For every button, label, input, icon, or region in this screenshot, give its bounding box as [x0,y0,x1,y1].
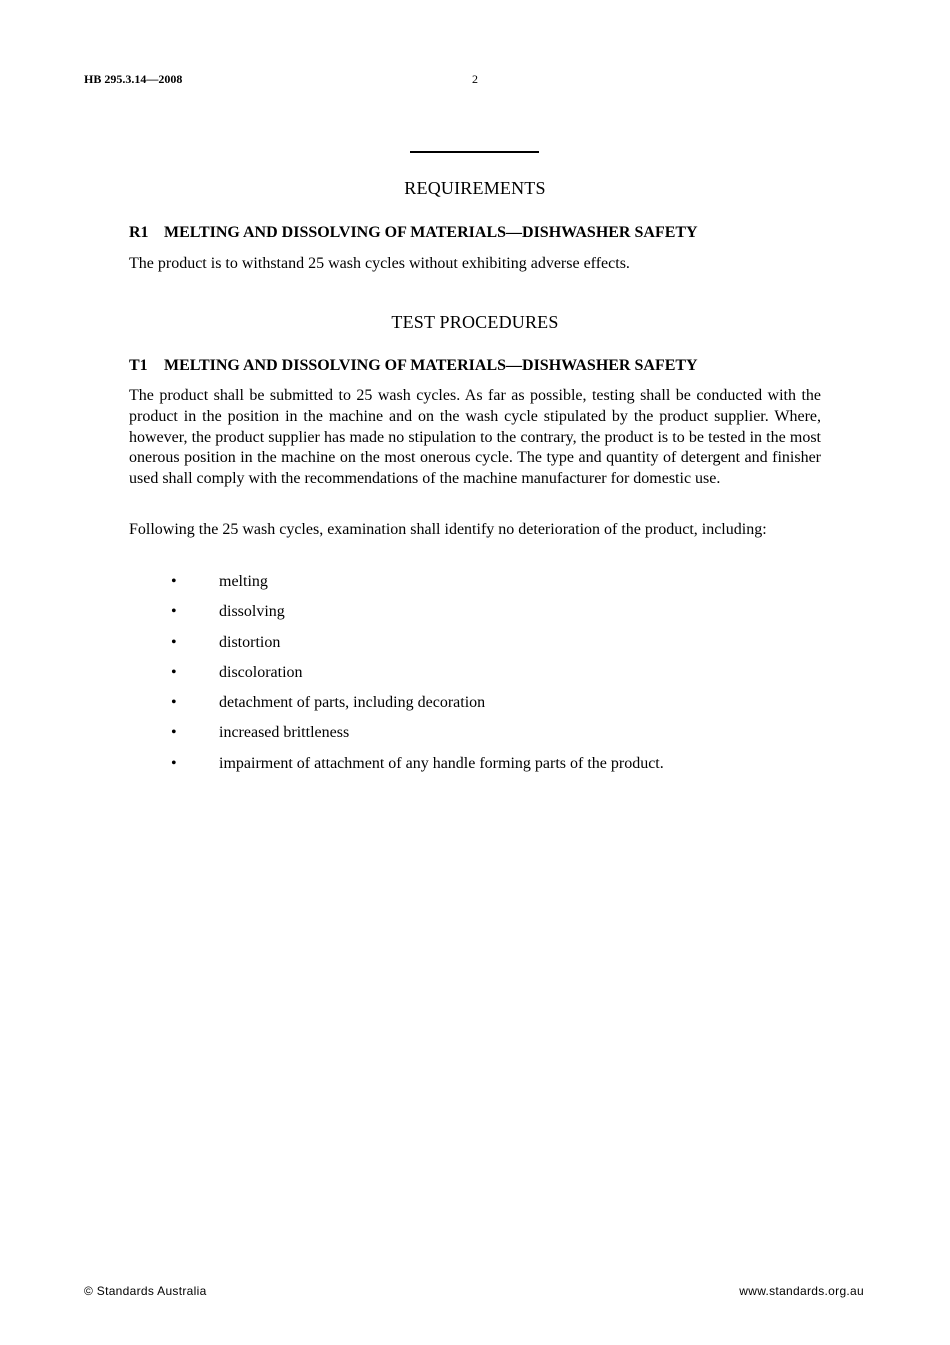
list-item [129,722,821,752]
clause-t1-paragraph-1: The product shall be submitted to 25 wash cycles. As far as possible, testing shall be conducted with the product in the position in the machine and on the wash cycle stipulated by the product supplier. Where, however, the product supplier has made no stipulation to the contrary, the product is to be tested in the most onerous position in the machine on the most onerous cycle. The type and quantity of detergent and finisher used shall comply with the recommendations of the machine manufacturer for domestic use. [129,387,821,488]
list-item-text: detachment of parts, including decoration [219,694,486,712]
clause-t1-title: MELTING AND DISSOLVING OF MATERIALS—DISHWASHER SAFETY [164,357,698,374]
requirements-title: REQUIREMENTS [404,178,546,198]
bullet-icon: • [171,603,177,621]
list-item-text: distortion [219,633,281,651]
test-procedures-title: TEST PROCEDURES [391,312,559,332]
bullet-icon: • [171,633,177,651]
clause-t1-number: T1 [129,357,148,374]
clause-r1-text: The product is to withstand 25 wash cycles without exhibiting adverse effects. [129,255,630,272]
list-item [129,571,821,601]
deterioration-list [129,571,821,783]
clause-r1-number: R1 [129,224,149,241]
bullet-icon: • [171,754,177,772]
footer-copyright: © Standards Australia [84,1284,207,1298]
bullet-icon: • [171,663,177,681]
list-item [129,692,821,722]
list-item [129,632,821,662]
list-item [129,601,821,631]
footer-website: www.standards.org.au [739,1284,864,1298]
clause-r1-title: MELTING AND DISSOLVING OF MATERIALS—DISHWASHER SAFETY [164,224,698,241]
list-item-text: increased brittleness [219,724,350,742]
clause-t1-paragraph-2: Following the 25 wash cycles, examination shall identify no deterioration of the product, including: [129,521,767,538]
list-item-text: melting [219,573,268,590]
list-item [129,662,821,692]
list-item [129,753,821,783]
bullet-icon: • [171,724,177,742]
clause-r1-heading [129,224,698,242]
section-divider [410,151,539,153]
clause-t1-heading [129,357,698,375]
list-item-text: impairment of attachment of any handle forming parts of the product. [219,754,664,772]
bullet-icon: • [171,573,177,590]
page-number: 2 [472,72,478,86]
bullet-icon: • [171,694,177,712]
document-code: HB 295.3.14—2008 [84,72,183,86]
list-item-text: discoloration [219,663,303,681]
list-item-text: dissolving [219,603,285,621]
